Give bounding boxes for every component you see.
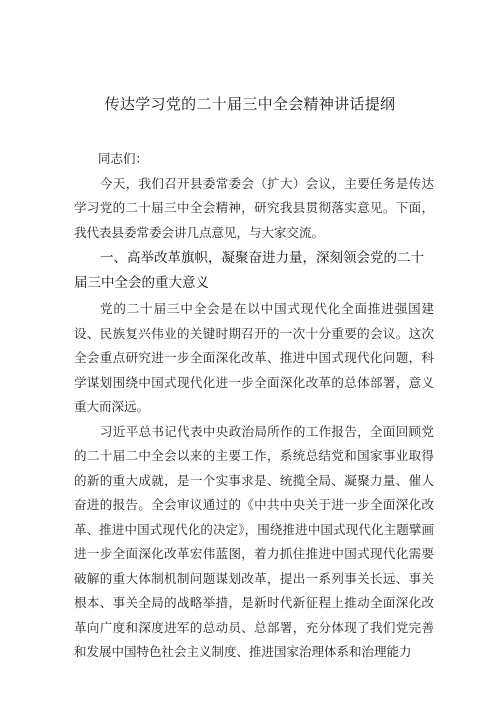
salutation: 同志们： (98, 151, 149, 166)
section-heading-1: 一、高举改革旗帜，凝聚奋进力量，深刻领会党的二十届三中全会的重大意义 (74, 250, 424, 291)
document-title: 传达学习党的二十届三中全会精神讲话提纲 (104, 95, 396, 113)
document-body (74, 147, 434, 665)
section1-paragraph-1: 党的二十届三中全会是在以中国式现代化全面推进强国建设、民族复兴伟业的关键时期召开的一次十分重要的会议。这次全会重点研究进一步全面深化改革、推进中国式现代化问题，科学谋划围绕中国式现代化进一步全面深化改革的总体部署，意义重大而深远。 (74, 301, 434, 414)
opening-paragraph: 今天，我们召开县委常委会（扩大）会议，主要任务是传达学习党的二十届三中全会精神，研究我县贯彻落实意见。下面，我代表县委常委会讲几点意见，与大家交流。 (74, 175, 434, 240)
section1-paragraph-2: 习近平总书记代表中央政治局所作的工作报告，全面回顾党的二十届二中全会以来的主要工作，系统总结党和国家事业取得的新的重大成就，是一个实事求是、统揽全局、凝聚力量、催人奋进的报告。全会审议通过的《中共中央关于进一步全面深化改革、推进中国式现代化的决定》，围绕推进中国式现代化主题擘画进一步全面深化改革宏伟蓝图，着力抓住推进中国式现代化需要破解的重大体制机制问题谋划改革，提出一系列事关长远、事关根本、事关全局的战略举措，是新时代新征程上推动全面深化改革向广度和深度进军的总动员、总部署，充分体现了我们党完善和发展中国特色社会主义制度、推进国家治理体系和治理能力 (74, 423, 434, 659)
